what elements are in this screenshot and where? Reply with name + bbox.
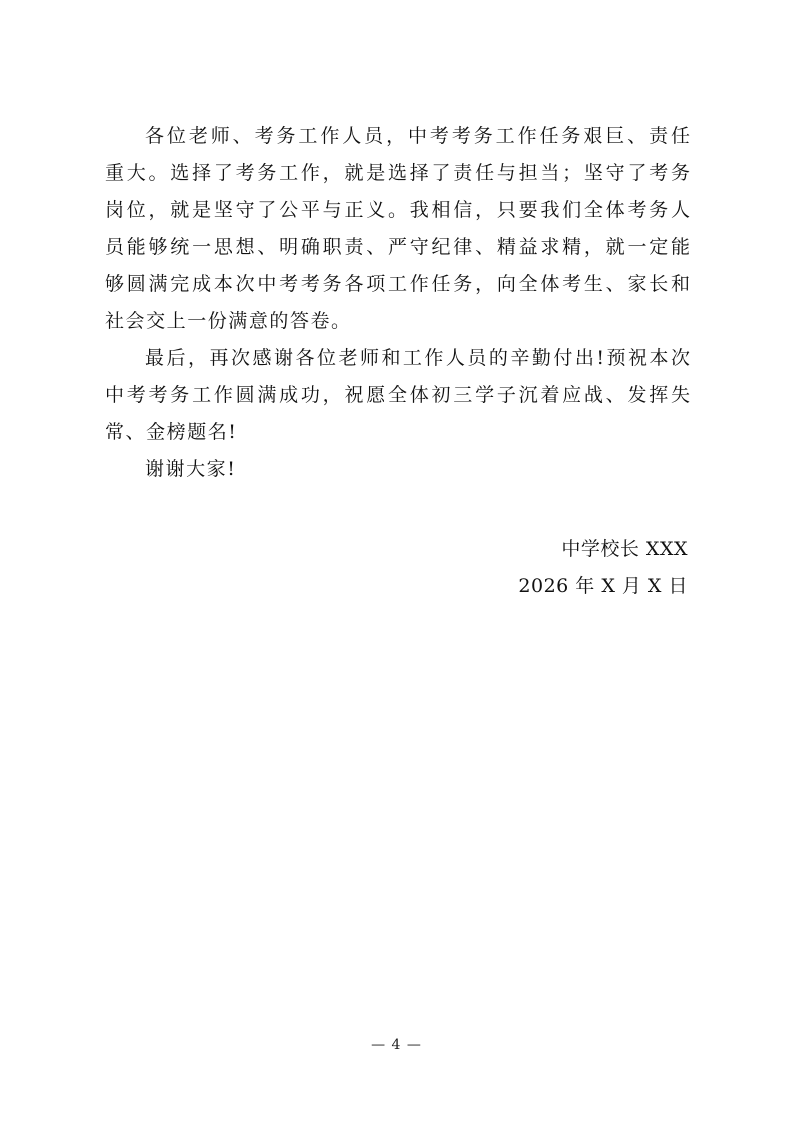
paragraph-1-line-2: 重大。选择了考务工作，就是选择了责任与担当；坚守了考务 — [105, 162, 690, 184]
paragraph-2-line-3: 常、金榜题名! — [105, 421, 238, 443]
letter-body — [105, 118, 690, 488]
paragraph-1-line-1: 各位老师、考务工作人员，中考考务工作任务艰巨、责任 — [145, 125, 690, 147]
paragraph-1-line-5: 够圆满完成本次中考考务各项工作任务，向全体考生、家长和 — [105, 273, 690, 295]
paragraph-1-line-6: 社会交上一份满意的答卷。 — [105, 310, 352, 332]
paragraph-3-line-1: 谢谢大家! — [145, 458, 237, 480]
signature-name: 中学校长 XXX — [561, 538, 688, 560]
paragraph-2-line-2: 中考考务工作圆满成功，祝愿全体初三学子沉着应战、发挥失 — [105, 384, 690, 406]
signature-block — [518, 531, 688, 605]
signature-date: 2026 年 X 月 X 日 — [518, 575, 688, 597]
page-number: — 4 — — [371, 1037, 422, 1053]
paragraph-1-line-3: 岗位，就是坚守了公平与正义。我相信，只要我们全体考务人 — [105, 199, 690, 221]
paragraph-1-line-4: 员能够统一思想、明确职责、严守纪律、精益求精，就一定能 — [105, 236, 690, 258]
paragraph-2-line-1: 最后，再次感谢各位老师和工作人员的辛勤付出!预祝本次 — [145, 347, 690, 369]
